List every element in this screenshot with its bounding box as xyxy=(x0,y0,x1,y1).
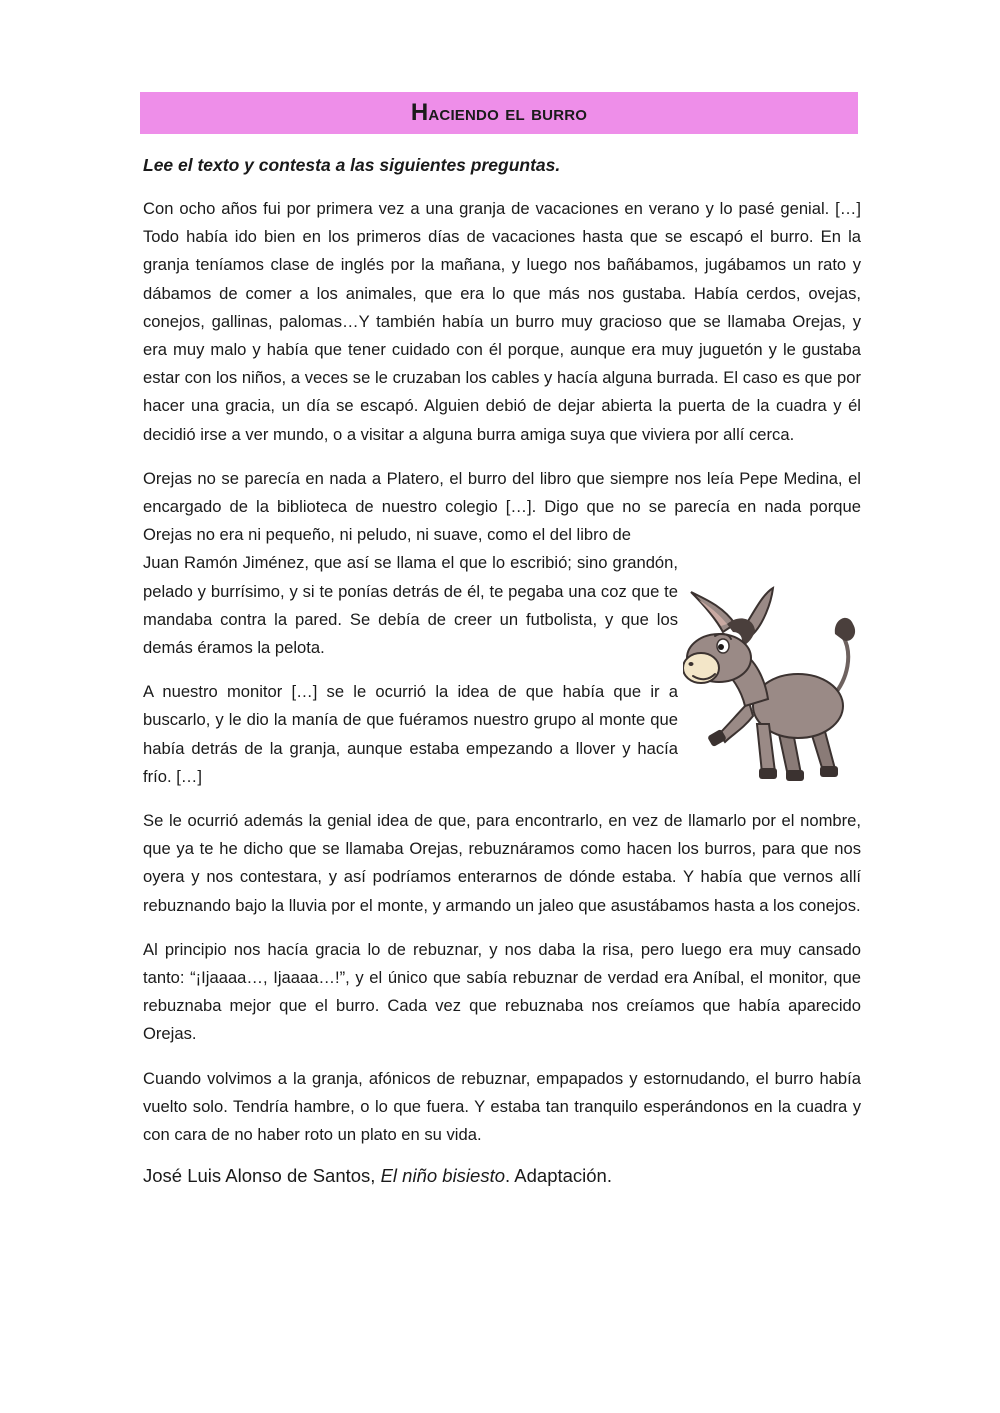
title-text xyxy=(411,99,587,127)
donkey-tail-tuft xyxy=(835,618,855,641)
credit-line xyxy=(143,1163,861,1189)
paragraph-1: Con ocho años fui por primera vez a una granja de vacaciones en verano y lo pasé genial. […] Todo había ido bien en los primeros días de vacaciones hasta que se escapó el burro. En la granja teníamos clase de inglés por la mañana, y luego nos bañábamos, jugábamos un rato y dábamos de comer a los animales, que era lo que más nos gustaba. Había cerdos, ovejas, conejos, gallinas, palomas…Y también había un burro muy gracioso que se llamaba Orejas, y era muy malo y había que tener cuidado con él porque, aunque era muy juguetón y le gustaba estar con los niños, a veces se le cruzaban los cables y hacía alguna burrada. El caso es que por hacer una gracia, un día se escapó. Alguien debió de dejar abierta la puerta de la cuadra y él decidió irse a ver mundo, o a visitar a alguna burra amiga suya que viviera por allí cerca. xyxy=(143,199,861,444)
paragraph-5: Al principio nos hacía gracia lo de rebuznar, y nos daba la risa, pero luego era muy cansado tanto: “¡Ijaaaa…, Ijaaaa…!”, y el único que sabía rebuznar de verdad era Aníbal, el monitor, que rebuznaba mejor que el burro. Cada vez que rebuznaba nos creíamos que había aparecido Orejas. xyxy=(143,939,861,1044)
paragraph-6: Cuando volvimos a la granja, afónicos de rebuznar, empapados y estornudando, el burro había vuelto solo. Tendría hambre, o lo que fuera. Y estaba tan tranquilo esperándonos en la cuadra y con cara de no haber roto un plato en su vida. xyxy=(143,1068,861,1145)
paragraph-2-narrow: Juan Ramón Jiménez, que así se llama el que lo escribió; sino grandón, pelado y burrísimo, y si te ponías detrás de él, te pegaba una coz que te mandaba contra la pared. Se debía de creer un futbolista, y que los demás éramos la pelota. xyxy=(143,553,678,658)
credit-suffix: . Adaptación. xyxy=(505,1165,612,1187)
credit-author: José Luis Alonso de Santos, xyxy=(143,1165,381,1187)
paragraph-4: Se le ocurrió además la genial idea de que, para encontrarlo, en vez de llamarlo por el nombre, que ya te he dicho que se llamaba Orejas, rebuznáramos como hacen los burros, para que nos oyera y nos contestara, y así podríamos enterarnos de dónde estaba. Y había que vernos allí rebuznando bajo la lluvia por el monte, y armando un jaleo que asustábamos hasta a los conejos. xyxy=(143,811,861,915)
worksheet-page xyxy=(143,92,861,1189)
donkey-hoof-front-right xyxy=(759,768,777,779)
title-rest: el burro xyxy=(505,100,588,125)
donkey-pupil xyxy=(718,644,724,650)
title-first-letter: H xyxy=(410,99,429,126)
donkey-hoof-back-right xyxy=(820,766,838,777)
paragraph-3: A nuestro monitor […] se le ocurrió la idea de que había que ir a buscarlo, y le dio la manía de que fuéramos nuestro grupo al monte que había detrás de la granja, aunque estaba empezando a llover y hacía frío. […] xyxy=(143,682,678,786)
donkey-hoof-back-left xyxy=(786,770,804,781)
credit-book: El niño bisiesto xyxy=(380,1165,506,1187)
title-band xyxy=(140,92,858,134)
paragraph-2-wide: Orejas no se parecía en nada a Platero, el burro del libro que siempre nos leía Pepe Medina, el encargado de la biblioteca de nuestro colegio […]. Digo que no se parecía en nada porque Orejas no era ni pequeño, ni peludo, ni suave, como el del libro de xyxy=(143,468,861,545)
donkey-nostril xyxy=(689,662,694,666)
title-word-rest: aciendo xyxy=(428,100,499,125)
donkey-illustration xyxy=(683,584,868,789)
instruction: Lee el texto y contesta a las siguientes preguntas. xyxy=(143,155,561,175)
